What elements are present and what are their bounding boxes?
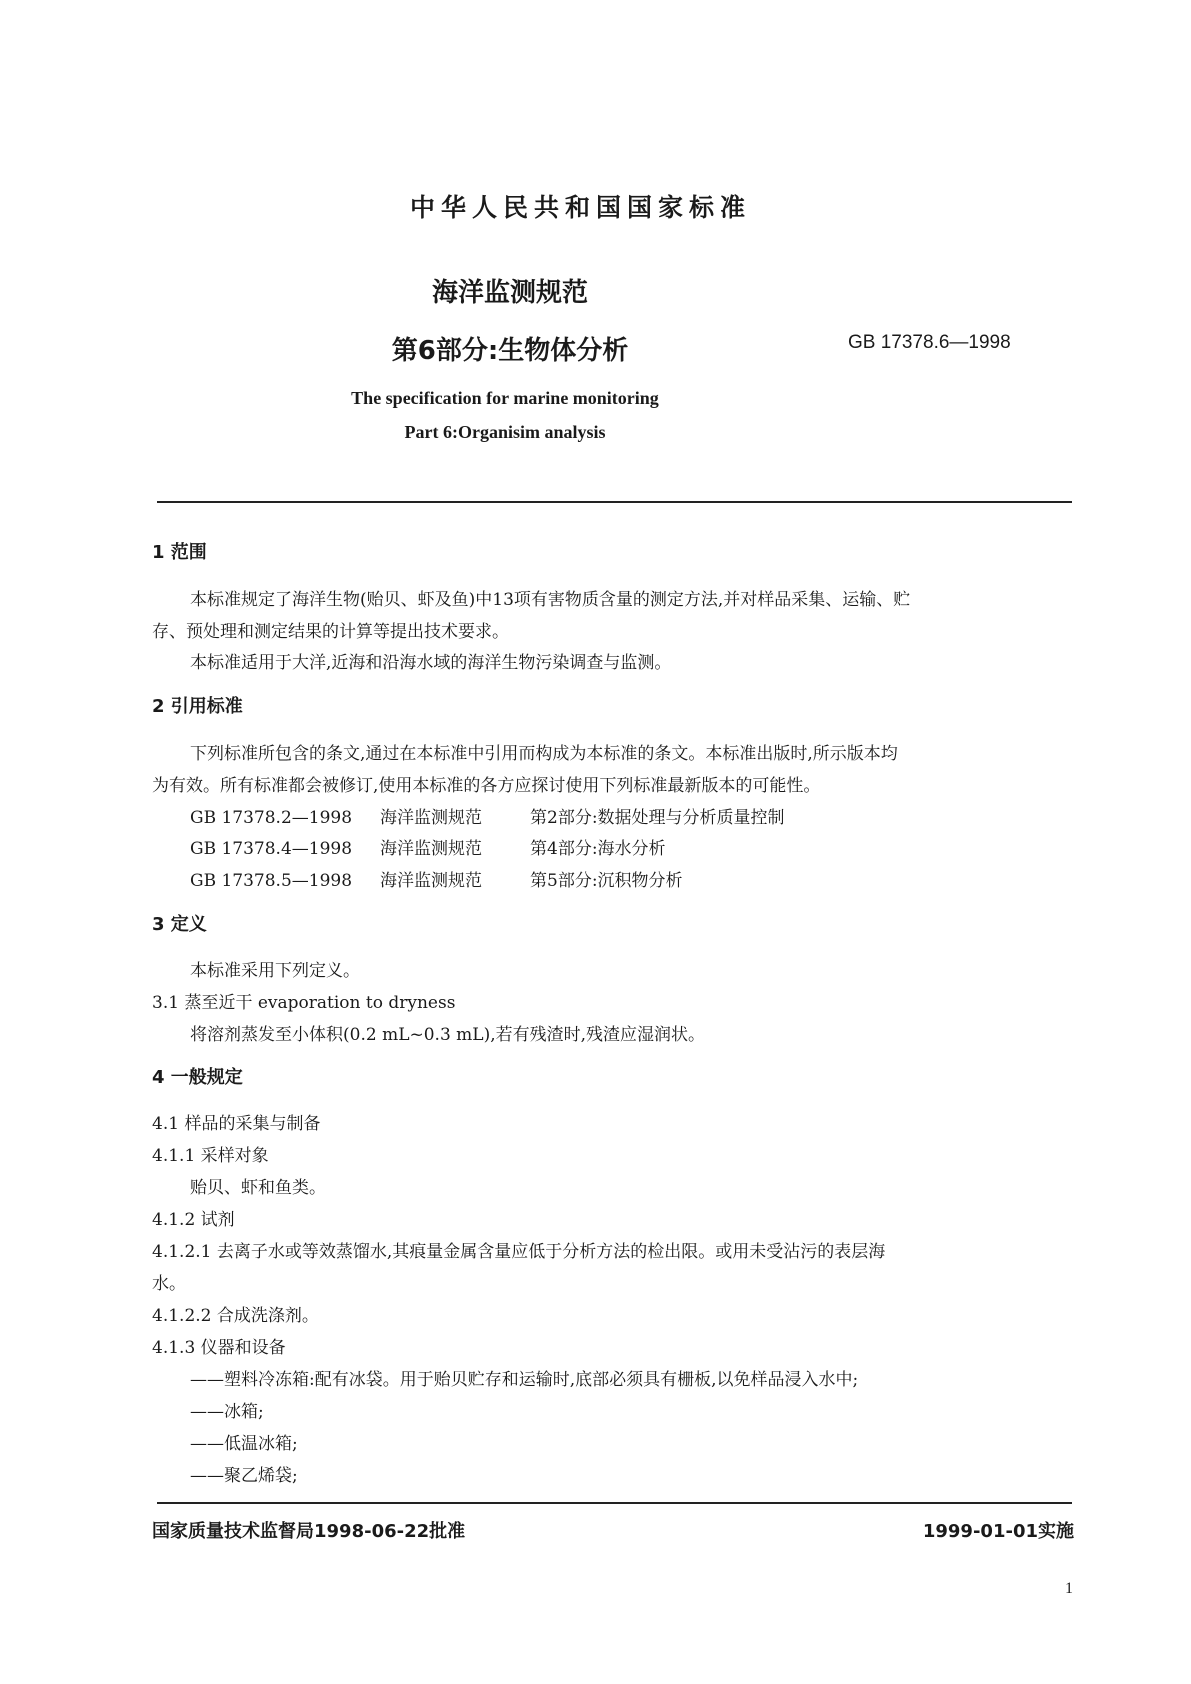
header-divider xyxy=(157,501,1072,503)
section-4-heading: 4 一般规定 xyxy=(152,1067,243,1088)
section-2-paragraph-line: 下列标准所包含的条文,通过在本标准中引用而构成为本标准的条文。本标准出版时,所示版本均 xyxy=(190,744,898,764)
reference-name: 海洋监测规范 xyxy=(380,839,482,859)
subsection-4-1-2-2: 4.1.2.2 合成洗涤剂。 xyxy=(152,1306,319,1326)
subsection-4-1-1: 4.1.1 采样对象 xyxy=(152,1146,269,1166)
subsection-4-1: 4.1 样品的采集与制备 xyxy=(152,1114,321,1134)
subsection-4-1-3: 4.1.3 仪器和设备 xyxy=(152,1338,286,1358)
section-2-paragraph-line: 为有效。所有标准都会被修订,使用本标准的各方应探讨使用下列标准最新版本的可能性。 xyxy=(152,776,821,796)
national-standard-header: 中华人民共和国国家标准 xyxy=(409,193,751,222)
reference-row xyxy=(190,866,683,891)
definition-3-1-text: 将溶剂蒸发至小体积(0.2 mL~0.3 mL),若有残渣时,残渣应湿润状。 xyxy=(190,1025,706,1045)
subsection-4-1-2-1-line: 水。 xyxy=(152,1274,186,1294)
section-3-paragraph: 本标准采用下列定义。 xyxy=(190,961,360,981)
section-1-paragraph-line: 存、预处理和测定结果的计算等提出技术要求。 xyxy=(152,622,509,642)
reference-code: GB 17378.4—1998 xyxy=(190,839,353,859)
title-cn-line2: 第6部分:生物体分析 xyxy=(391,336,629,366)
section-1-paragraph-line: 本标准规定了海洋生物(贻贝、虾及鱼)中13项有害物质含量的测定方法,并对样品采集、运输、贮 xyxy=(190,590,911,610)
footer-divider xyxy=(157,1502,1072,1504)
subsection-4-1-2-1-line: 4.1.2.1 去离子水或等效蒸馏水,其痕量金属含量应低于分析方法的检出限。或用未受沾污的表层海 xyxy=(152,1242,886,1262)
title-en-line1: The specification for marine monitoring xyxy=(351,388,659,408)
section-1-paragraph: 本标准适用于大洋,近海和沿海水域的海洋生物污染调查与监测。 xyxy=(190,653,672,673)
section-2-heading: 2 引用标准 xyxy=(152,696,243,717)
implementation-date: 1999-01-01实施 xyxy=(922,1521,1074,1542)
reference-part: 第2部分:数据处理与分析质量控制 xyxy=(530,808,785,828)
reference-code: GB 17378.5—1998 xyxy=(190,871,353,891)
equipment-item: ——低温冰箱; xyxy=(190,1434,298,1454)
definition-3-1-heading: 3.1 蒸至近干 evaporation to dryness xyxy=(152,993,456,1013)
subsection-4-1-2: 4.1.2 试剂 xyxy=(152,1210,235,1230)
reference-code: GB 17378.2—1998 xyxy=(190,808,353,828)
reference-part: 第4部分:海水分析 xyxy=(530,839,666,859)
reference-row xyxy=(190,803,785,828)
standard-number: GB 17378.6—1998 xyxy=(848,332,1011,353)
reference-name: 海洋监测规范 xyxy=(380,808,482,828)
title-en-line2: Part 6:Organisim analysis xyxy=(404,422,606,442)
reference-part: 第5部分:沉积物分析 xyxy=(530,871,683,891)
reference-row xyxy=(190,834,666,859)
subsection-4-1-1-text: 贻贝、虾和鱼类。 xyxy=(190,1178,326,1198)
reference-name: 海洋监测规范 xyxy=(380,871,482,891)
equipment-item: ——聚乙烯袋; xyxy=(190,1466,298,1486)
equipment-item: ——冰箱; xyxy=(190,1402,264,1422)
title-cn-line1: 海洋监测规范 xyxy=(431,278,588,308)
page-number: 1 xyxy=(1065,1580,1073,1597)
section-1-heading: 1 范围 xyxy=(152,542,207,563)
section-3-heading: 3 定义 xyxy=(152,914,207,935)
approval-date: 国家质量技术监督局1998-06-22批准 xyxy=(152,1521,466,1542)
equipment-item: ——塑料冷冻箱:配有冰袋。用于贻贝贮存和运输时,底部必须具有栅板,以免样品浸入水中; xyxy=(190,1370,859,1390)
